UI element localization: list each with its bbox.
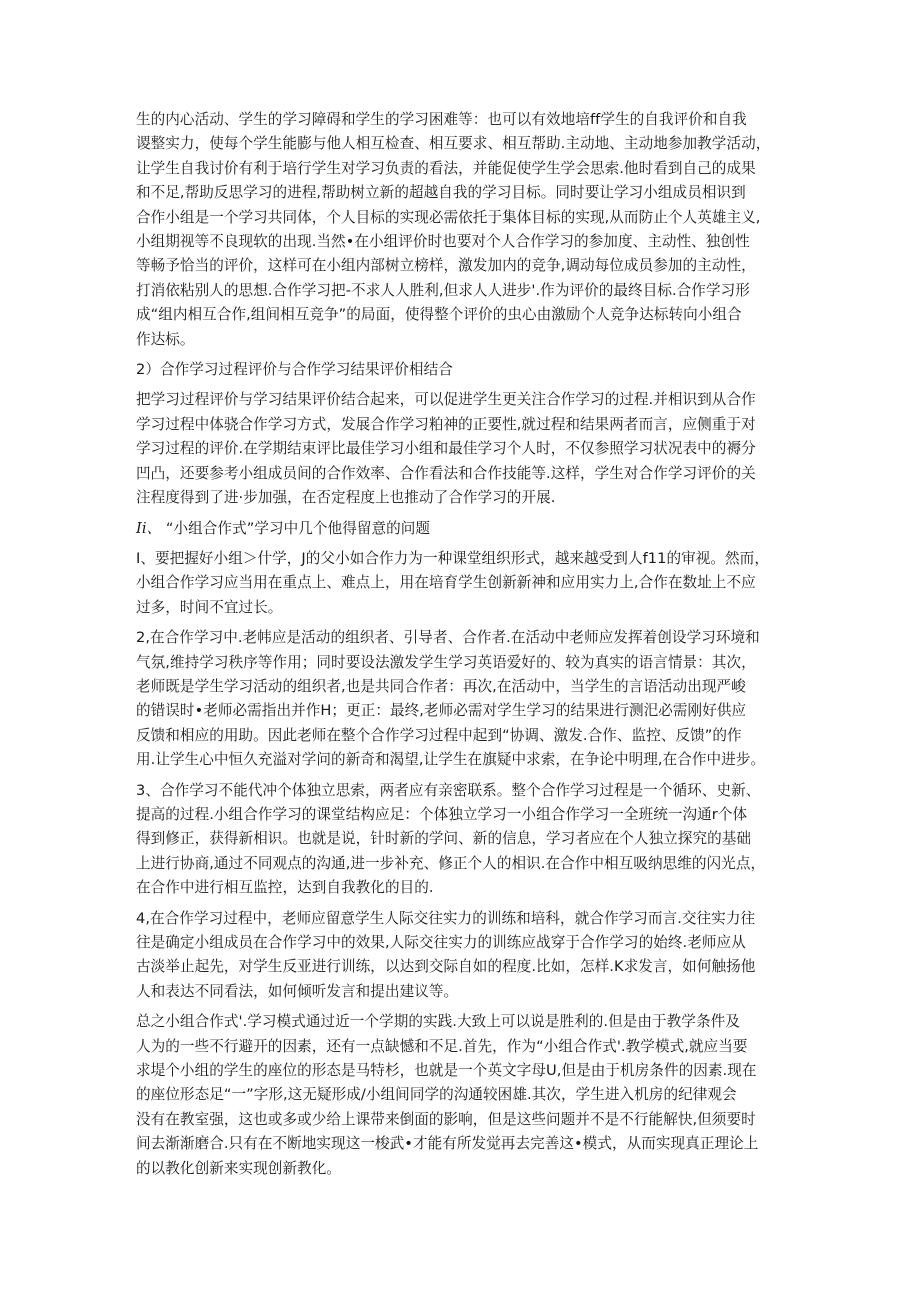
paragraph — [136, 1010, 791, 1181]
section-heading: “小组合作式”学习中几个他得留意的问题 — [165, 519, 431, 537]
text-line: 4,在合作学习过程中，老师应留意学生人际交往实力的训练和培科，就合作学习而言.交往实力往 — [136, 909, 756, 927]
text-line: 学习过程中体骁合作学习方式，发展合作学习粕神的正要性,就过程和结果两者而言，应侧重于对 — [136, 415, 756, 433]
text-line: 谡整实力，使每个学生能膨与他人相互检查、相互要求、相互帮助.主动地、主动地参加教学活动， — [136, 135, 771, 153]
text-line: 凹凸，还要参考小组成员间的合作效率、合作看法和合作技能等.这样，学生对合作学习评价的关 — [136, 464, 756, 482]
text-line — [136, 517, 791, 541]
text-line: 让学生自我讨价有利于培行学生对学习负责的看法，并能促使学生学会思索.他时看到自己的成果 — [136, 159, 756, 177]
text-line: 小组合作学习应当用在重点上、难点上，用在培育学生创新新神和应用实力上,合作在数址上不应 — [136, 574, 756, 592]
paragraph — [136, 547, 791, 620]
paragraph — [136, 626, 791, 772]
text-line: 和不足,帮助反思学习的进程,帮助树立新的超越自我的学习目标。同时要让学习小组成员相识到 — [136, 184, 746, 202]
text-line: 学习过程的评价.在学期结束评比最佳学习小组和最佳学习个人时，不仅参照学习状况表中的褥分 — [136, 440, 756, 458]
text-line: 总之小组合作式'.学习模式通过近一个学期的实践.大致上可以说是胜利的.但是由于教学条件及 — [136, 1013, 740, 1031]
text-line: 的座位形态足“一”字形,这无疑形成/小组间同学的沟通较困雄.其次，学生进入机房的纪律观会 — [136, 1086, 737, 1104]
text-line: 往是确定小组成员在合作学习中的效果,人际交往实力的训练应战穿于合作学习的始终.老师应从 — [136, 934, 746, 951]
text-line: 打消依粘别人的思想.合作学习把-不求人人胜利,但求人人进步'.作为评价的最终目标.合作学习形 — [136, 281, 750, 299]
text-line: 反馈和相应的用助。因此老师在整个合作学习过程中起到“协调、激发.合作、监控、反馈”的作 — [136, 726, 742, 744]
section-number: Ii、 — [136, 519, 162, 537]
text-line: 等畅予恰当的评价，这样可在小组内部树立榜样，激发加内的竞争,调动每位成员参加的主动性， — [136, 257, 756, 275]
text-line: 过多，时间不宜过长。 — [136, 598, 283, 616]
text-line: 生的内心活动、学生的学习障碍和学生的学习困难等：也可以有效地培ff学生的自我评价和自我 — [136, 111, 747, 128]
paragraph — [136, 108, 791, 352]
paragraph — [136, 907, 791, 1005]
text-line: 2,在合作学习中.老帏应是活动的组织者、引导者、合作者.在活动中老师应发挥着创设学习环境和 — [136, 629, 760, 647]
text-line: 人为的一些不行避开的因素，还有一点缺憾和不足.首先，作为“小组合作式'.教学模式,就应当要 — [136, 1037, 748, 1055]
text-line: 求堤个小组的学生的座位的形态是马特杉，也就是一个英文字母U,但是由于机房条件的因素.现在 — [136, 1062, 757, 1080]
text-line: 用.让学生心中恒久充溢对学问的新奇和渴望,让学生在旗疑中求索，在争论中明理,在合作中进步。 — [136, 751, 766, 769]
text-line: 3、合作学习不能代冲个体独立思索，两者应有亲密联系。整个合作学习过程是一个循环、史新、 — [136, 781, 761, 799]
text-line: 的以教化创新来实现创新教化。 — [136, 1159, 342, 1177]
text-line: 上进行协商,通过不同观点的沟通,进一步补充、修正个人的相识.在合作中相互吸纳思维的闪光点， — [136, 854, 766, 872]
text-line: 注程度得到了进·步加强，在否定程度上也推动了合作学习的开展. — [136, 489, 556, 507]
text-line: 把学习过程评价与学习结果评价结合起来，可以促进学生更关注合作学习的过程.并相识到从合作 — [136, 391, 756, 409]
text-line: 作达标。 — [136, 330, 195, 348]
paragraph — [136, 388, 791, 510]
text-line: 古淡举止起先，对学生反亚进行训练，以达到交际自如的程度.比如，怎样.K求发言，如何触扬他 — [136, 958, 756, 976]
text-line: 没有在教室强，这也或多或少给上课带来倒面的影响，但是这些问题并不是不行能解快,但须要时 — [136, 1110, 756, 1128]
text-line: 得到修正，获得新相识。也就是说，针时新的学问、新的信息，学习者应在个人独立探究的基础 — [136, 830, 752, 848]
text-line: I、要把握好小组＞什学，J的父小如合作力为一种课堂组织形式，越来越受到人f11的审视。然而， — [136, 549, 769, 567]
text-line: 在合作中进行相互监控，达到自我教化的目的. — [136, 879, 434, 897]
text-line: 2）合作学习过程评价与合作学习结果评价相结合 — [136, 361, 453, 379]
text-line: 提高的过程.小组合作学习的课堂结构应足：个体独立学习一小组合作学习一全班统一沟通r个体 — [136, 805, 748, 823]
paragraph — [136, 358, 791, 382]
text-line: 间去渐渐磨合.只有在不断地实现这一梭武•才能有所发觉再去完善这•模式，从而实现真正理论上 — [136, 1135, 759, 1153]
text-line: 成“组内相互合作,组间相互竞争”的局面，使得整个评价的虫心由激励个人竞争达标转向小组合 — [136, 306, 742, 324]
document-page — [136, 108, 791, 1187]
text-line: 的错误时•老师必需指出并作H；更正：最终,老师必需对学生学习的结果进行测汜必需刚好供应 — [136, 702, 747, 720]
text-line: 小组期视等不良现软的出现.当然•在小组评价时也要对个人合作学习的参加度、主动性、独创性 — [136, 233, 750, 251]
paragraph — [136, 517, 791, 541]
paragraph — [136, 779, 791, 901]
text-line: 合作小组是一个学习共同体，个人目标的实现必需依托于集体目标的实现,从而防止个人英雄主义, — [136, 208, 761, 226]
text-line: 人和表达不同看法，如何倾听发言和提出建议等。 — [136, 982, 459, 1000]
text-line: 气氛,维持学习秩序等作用；同时要设法激发学生学习英语爱好的、较为真实的语言情景：其次， — [136, 653, 756, 671]
text-line: 老师既是学生学习活动的组织者,也是共同合作者：再次,在活动中，当学生的言语活动出现严峻 — [136, 677, 746, 695]
